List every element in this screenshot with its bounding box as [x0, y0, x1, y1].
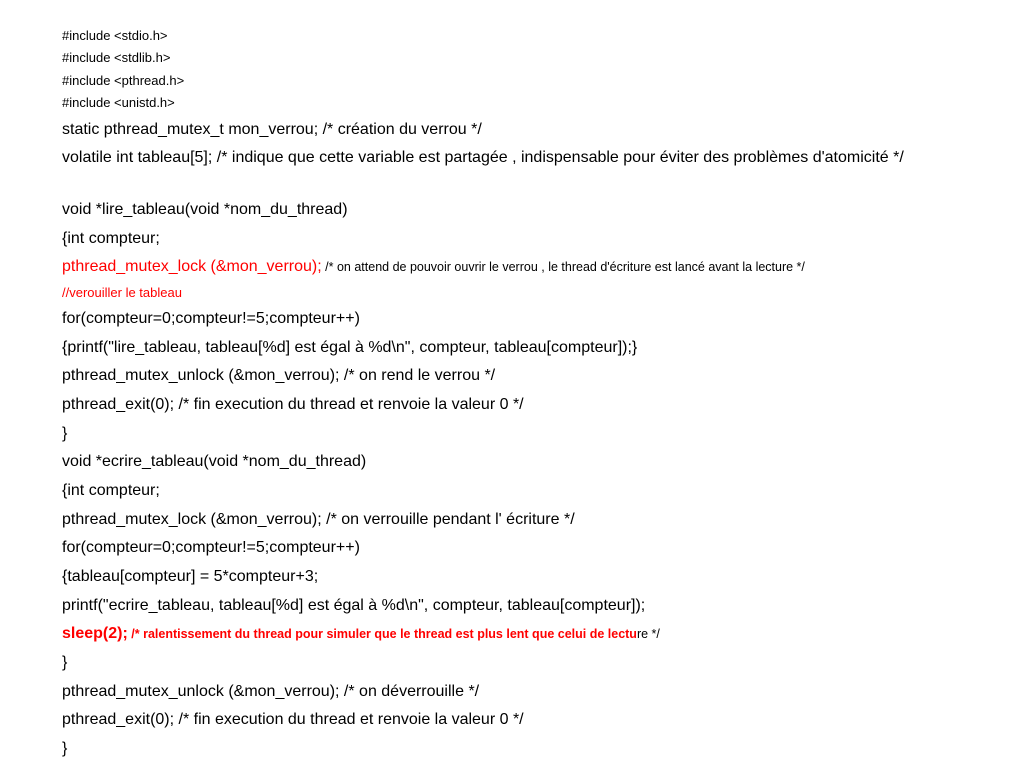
- ecrire-for-loop: for(compteur=0;compteur!=5;compteur++): [62, 539, 360, 556]
- lire-for-loop: for(compteur=0;compteur!=5;compteur++): [62, 310, 360, 327]
- ecrire-loop-closing-brace: }: [62, 654, 68, 671]
- volatile-array-declaration: volatile int tableau[5]; /* indique que cette variable est partagée , indispensable pour éviter des problèmes d'atomicité */: [62, 149, 904, 166]
- ecrire-assignment: {tableau[compteur] = 5*compteur+3;: [62, 568, 319, 585]
- ecrire-compteur-declaration: {int compteur;: [62, 482, 160, 499]
- lire-closing-brace: }: [62, 425, 68, 442]
- include-unistd: #include <unistd.h>: [62, 95, 175, 110]
- lire-pthread-exit: pthread_exit(0); /* fin execution du thread et renvoie la valeur 0 */: [62, 396, 524, 413]
- ecrire-tableau-signature: void *ecrire_tableau(void *nom_du_thread): [62, 453, 367, 470]
- ecrire-closing-brace: }: [62, 740, 68, 757]
- include-stdlib: #include <stdlib.h>: [62, 50, 171, 65]
- mutex-declaration: static pthread_mutex_t mon_verrou; /* création du verrou */: [62, 121, 482, 138]
- sleep-comment-black: re */: [636, 627, 660, 641]
- lire-mutex-unlock: pthread_mutex_unlock (&mon_verrou); /* on rend le verrou */: [62, 367, 496, 384]
- sleep-comment-red: /* ralentissement du thread pour simuler que le thread est plus lent que celui de lectu: [127, 627, 637, 641]
- lire-tableau-signature: void *lire_tableau(void *nom_du_thread): [62, 201, 348, 218]
- ecrire-printf: printf("ecrire_tableau, tableau[%d] est égal à %d\n", compteur, tableau[compteur]);: [62, 597, 646, 614]
- verouiller-comment: //verouiller le tableau: [62, 285, 182, 300]
- lire-compteur-declaration: {int compteur;: [62, 230, 160, 247]
- ecrire-mutex-lock: pthread_mutex_lock (&mon_verrou); /* on verrouille pendant l' écriture */: [62, 511, 575, 528]
- lire-mutex-lock-line: [62, 259, 805, 275]
- include-pthread: #include <pthread.h>: [62, 73, 185, 88]
- ecrire-pthread-exit: pthread_exit(0); /* fin execution du thread et renvoie la valeur 0 */: [62, 711, 524, 728]
- sleep-code: sleep(2);: [62, 625, 128, 642]
- lire-printf: {printf("lire_tableau, tableau[%d] est égal à %d\n", compteur, tableau[compteur]);}: [62, 339, 638, 356]
- sleep-line: [62, 626, 660, 642]
- lire-mutex-lock-code: pthread_mutex_lock (&mon_verrou);: [62, 258, 322, 275]
- lire-mutex-lock-comment: /* on attend de pouvoir ouvrir le verrou , le thread d'écriture est lancé avant la lecture */: [321, 260, 805, 274]
- include-stdio: #include <stdio.h>: [62, 28, 168, 43]
- ecrire-mutex-unlock: pthread_mutex_unlock (&mon_verrou); /* on déverrouille */: [62, 683, 480, 700]
